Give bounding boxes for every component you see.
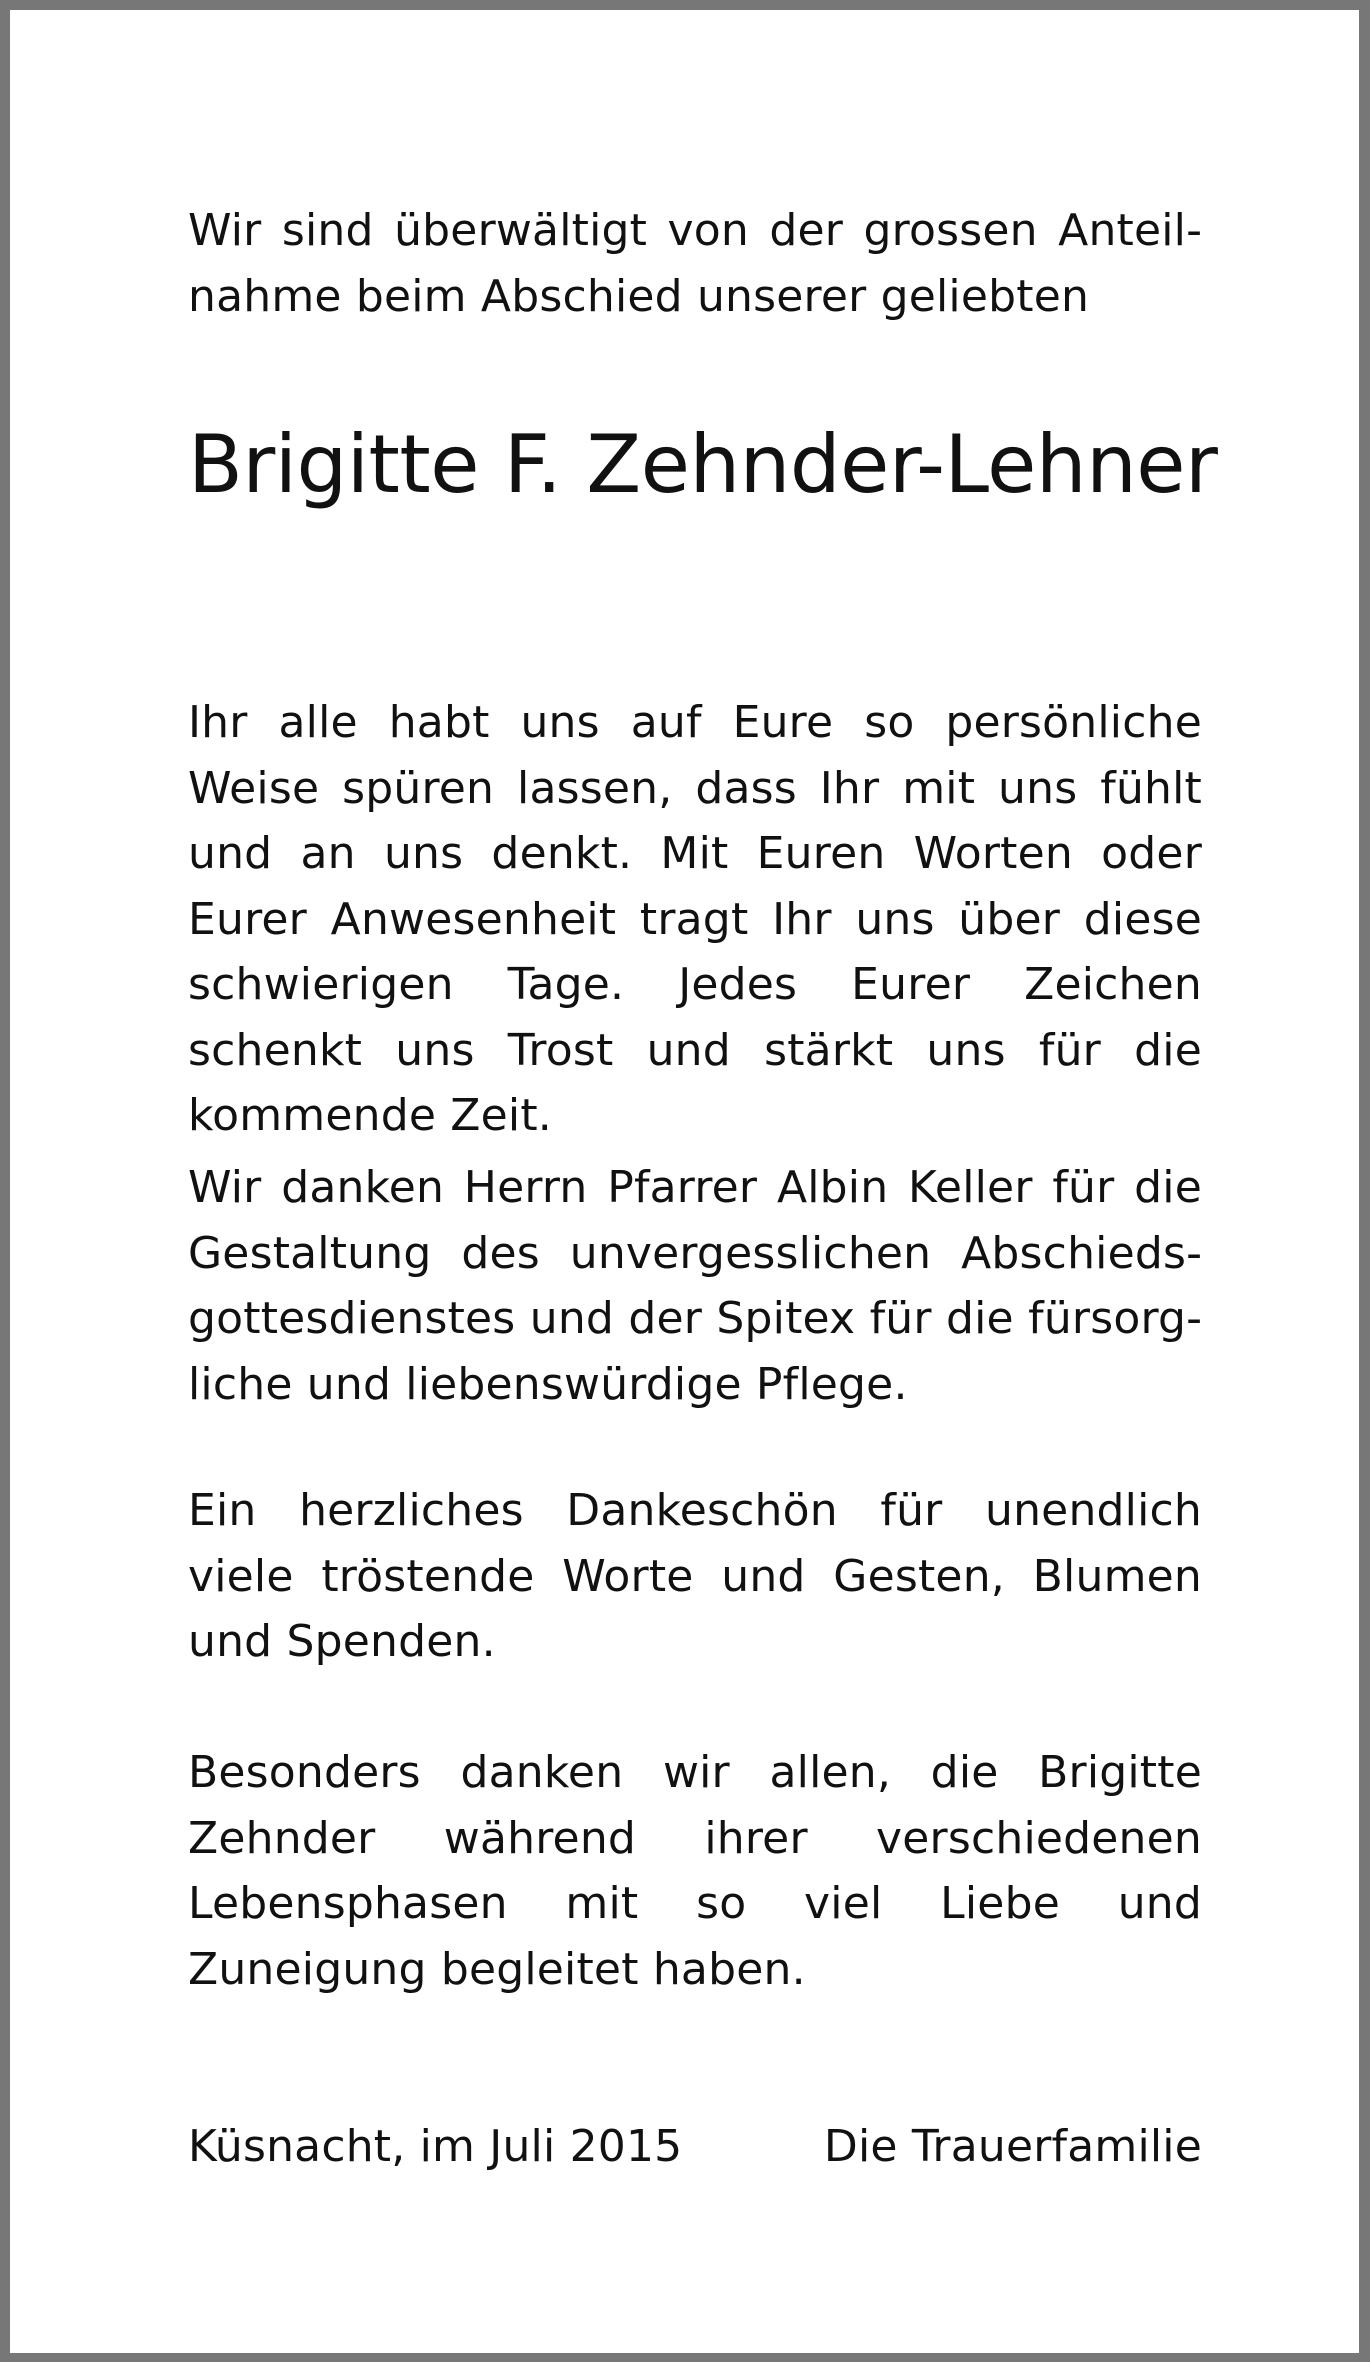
deceased-name: Brigitte F. Zehnder-Lehner xyxy=(188,418,1218,511)
thanks-paragraph-3: Ein herzliches Dankeschön für unendlich viele tröstende Worte und Gesten, Blumen und Spenden. xyxy=(188,1485,1202,1667)
signature: Die Trauerfamilie xyxy=(823,2121,1202,2172)
place-date: Küsnacht, im Juli 2015 xyxy=(188,2121,683,2172)
thanks-paragraph-2: Wir danken Herrn Pfarrer Albin Keller für die Gestaltung des unvergesslichen Abschiedsgottesdienstes und der Spitex für die fürsorgliche und liebenswürdige Pflege. xyxy=(188,1162,1202,1410)
intro-text: Wir sind überwältigt von der grossen Anteilnahme beim Abschied unserer geliebten xyxy=(188,205,1202,322)
thanks-paragraph-4: Besonders danken wir allen, die Brigitte Zehnder während ihrer verschiedenen Lebensphasen mit so viel Liebe und Zuneigung begleitet haben. xyxy=(188,1747,1202,1995)
thanks-paragraph-1: Ihr alle habt uns auf Eure so persönliche Weise spüren lassen, dass Ihr mit uns fühlt und an uns denkt. Mit Euren Worten oder Eurer Anwesenheit tragt Ihr uns über diese schwierigen Tage. Jedes Eurer Zeichen schenkt uns Trost und stärkt uns für die kommende Zeit. xyxy=(188,697,1202,1141)
notice-footer xyxy=(188,2114,1202,2180)
